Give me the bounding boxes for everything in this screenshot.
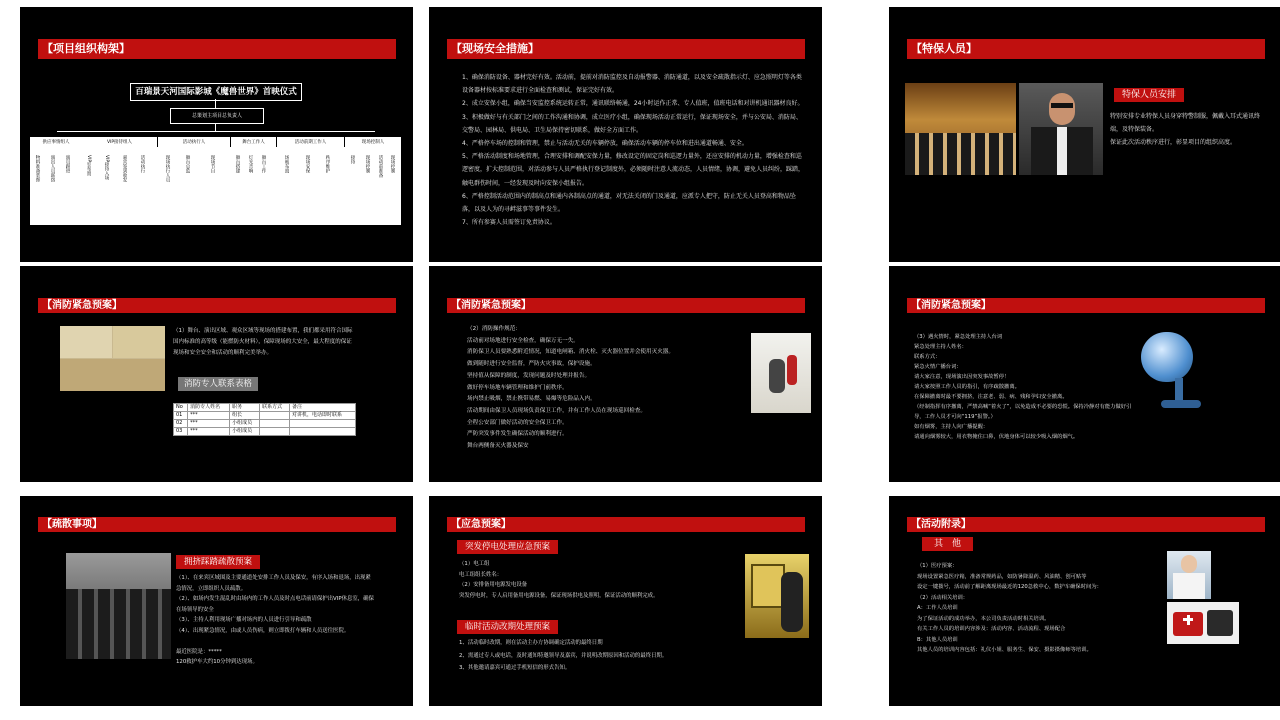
org-line (215, 123, 216, 131)
table-cell: 组长 (230, 412, 260, 420)
slide-title: 【应急预案】 (447, 517, 805, 532)
contact-table (173, 403, 356, 436)
extinguisher-body (769, 359, 785, 393)
org-cell: VIP室布置 (86, 155, 91, 176)
org-dept: 供应事情组人 (30, 137, 82, 147)
org-cell: 舞台总监 (185, 155, 190, 173)
slide-body-reschedule: 1、活动临时改期，则在活动主办方协调确定活动的最终日期 2、需通过专人或电话，及时通知特邀领导及嘉宾，并说明改期原因和活动的最终日期。 3、其他邀请嘉宾可通过手机短信的形式告知。 (459, 640, 668, 671)
slide-body: （1）、在来宾区域围及主要通道处安排工作人员及保安，有序入场和退场，出现紧急情况，立即组织人员疏散。 （2）、如场内发生混乱时由场内的工作人员及时点电话前请保护出VIP休息室，确保在场领导的安全 （3）、主持人利用现场广播对场内的人员进行引导和疏散 （4）、出现紧急情况，由或人员伤病，则立即拨打车辆和人员送往医院。 最近医院是：***** 120救护车大约10分钟到达现场。 (176, 575, 374, 665)
section-label-reschedule: 临时活动改期处理预案 (457, 620, 558, 634)
slide-special-security[interactable] (889, 7, 1280, 262)
table-header: 消防专人姓名 (188, 404, 230, 412)
table-cell: 对讲机，电话即时联系 (290, 412, 356, 420)
table-cell: 01 (174, 412, 188, 420)
table-header: 职务 (230, 404, 260, 412)
org-dept: 活动前期工作人 (277, 137, 344, 147)
slide-fire-emergency-1[interactable] (20, 266, 413, 482)
org-cell: 现场控制 (365, 155, 370, 173)
table-cell (260, 412, 290, 420)
table-cell: *** (188, 428, 230, 436)
slide-project-org[interactable] (20, 7, 413, 262)
table-cell: 小组成员 (230, 428, 260, 436)
table-cell: *** (188, 412, 230, 420)
slide-body: （1）舞台、演出区域、观众区域等现场的搭建布置，我们都采用符合国际国内标准的高等级（能燃防火材料），保障现场的大安全，最大程度的保证现场和安全安全和活动的顺利完美举办。 (173, 328, 353, 356)
org-cell: 现场控制 (390, 155, 395, 173)
slide-appendix[interactable] (889, 496, 1280, 706)
org-cell: 接待 (350, 155, 355, 164)
org-dept: 舞台工作人 (231, 137, 276, 147)
shirt (1057, 127, 1067, 175)
section-label-power: 突发停电处理应急预案 (457, 540, 558, 554)
doctor-photo (1167, 551, 1211, 599)
table-cell (290, 420, 356, 428)
org-line (57, 131, 375, 132)
org-cell: 活动执行 (140, 155, 145, 173)
slide-emergency-plan[interactable] (429, 496, 822, 706)
fire-material-photo (60, 326, 165, 391)
table-header: 联系方式 (260, 404, 290, 412)
org-cell: 现场安保 (305, 155, 310, 173)
table-header: 备注 (290, 404, 356, 412)
electrician-photo (745, 554, 809, 638)
coat (1173, 573, 1205, 599)
table-cell: 03 (174, 428, 188, 436)
microphone-photo (1133, 328, 1213, 414)
slide-fire-emergency-2[interactable] (429, 266, 822, 482)
slide-body: （3）遇火情时，紧急处理主持人台词 紧急处理主持人姓名： 联系方式： 紧急火情广播台词： 请大家注意，现场演出因突发事故暂停！ 请大家按照工作人员的指引，有序疏散撤离。 在保障撤离时最不要拥挤，注意老、弱、病、残和孕妇安全撤离。 （经制指挥有序撤离，严禁高喊“着火了”，以免造成不必要的恐慌。保持冷静对有能力做好引导，工作人员才可向“119”报警。） 如有烟雾，主持人向广播提醒： 请通向烟雾较大，用衣物掩住口鼻，伏地身体可以较少吸入烟的烟气。 (914, 334, 1132, 440)
slide-body: 1、确保消防设备、器材完好有效。活动前，提前对消防监控及自动报警器、消防通道，以及安全疏散指示灯、应急照明灯等各类设备器材按标准要求进行全面检查和测试，保证完好有效。 2、成立安保小组，确保当安监控系统运转正常，通讯联络畅通，24小时运作正常、专人值班，值班电话和对讲机通讯器材良好。 3、积极做好与有关部门之间的工作沟通和协调，成立医疗小组，确保现场活动正常运行，保证现场安全，并与公安局、消防局、交警局、园林局、供电局、卫生局保持密切联系，做好全方面工作。 4、严格停车场的控制和管理，禁止与活动无关的车辆停放，确保活动车辆的停车位和进出通道畅通、安全。 5、严格活动制度和场地管理，合理安排和调配安保力量，修改设定的固定岗和巡逻力量外，还应安排的机动力量，增强检查和巡逻密度，扩大控制范围，对活动参与人员严格执行登记制度外，必须随时注意人流动态，人员情绪，协调，避免人员纠纷，踩踏，触电群伤时间，一经发现及时向安保小组报告。 6、严格控制活动范围内的制高点和通内各制高点的通道，对无法关闭的门及通道，应派专人把守，防止无关人员登高和物品坠落，以及人为的寻衅滋事等事件发生。 7、所有参赛人员需签订免责协议。 (462, 74, 805, 227)
table-cell (290, 428, 356, 436)
section-label: 其 他 (922, 537, 973, 551)
cross-v (1187, 615, 1190, 625)
security-crowd-photo (905, 83, 1016, 175)
slide-title: 【消防紧急预案】 (447, 298, 805, 313)
org-cell: 场地布置 (284, 155, 289, 173)
org-cell: 演员跟进 (65, 155, 70, 173)
table-cell: 小组成员 (230, 420, 260, 428)
org-title: 百瑞景天河国际影城《魔兽世界》首映仪式 (130, 83, 302, 101)
org-line (215, 99, 216, 108)
slide-title: 【疏散事项】 (38, 517, 396, 532)
bodyguard-photo (1019, 83, 1103, 175)
org-cell: 演出人员联络 (50, 155, 55, 182)
tile (60, 359, 165, 391)
table-header: No (174, 404, 188, 412)
mic-base (1161, 400, 1201, 408)
face (1049, 93, 1075, 125)
table-header-row (174, 404, 356, 412)
first-aid-photo (1167, 602, 1239, 644)
org-cell: 嘉宾签到收发 (122, 155, 127, 182)
slide-fire-emergency-3[interactable] (889, 266, 1280, 482)
section-label: 拥挤踩踏疏散预案 (176, 555, 260, 569)
org-sub: 总策划主项目总负责人 (170, 108, 264, 124)
sunglasses (1051, 103, 1073, 108)
kit-dark (1207, 610, 1233, 636)
guards-row (905, 133, 1016, 175)
org-cell: 现场执行人员 (165, 155, 170, 182)
slide-body: （1）医疗预案： 现场设置紧急医疗箱，准备常规药品，如防暑降温药、风油精、创可贴等 设定一键拨号，活动前了解距离现场最近的120急救中心，数护车确保时间为： （2）活动相关培训： A：工作人员培训 为了保证活动的成功举办，本公司负责活动时相关培训。 有关工作人员的培训内容涉及：活动内容、活动流程、现场配合 B：其他人员培训 其他人员的培训内容包括：礼仪小姐、服务生、保安、摄影摄像师等培训。 (917, 563, 1102, 653)
slide-title: 【活动附录】 (907, 517, 1265, 532)
slide-evacuation[interactable] (20, 496, 413, 706)
panel (751, 564, 785, 608)
crowd-figures (66, 589, 171, 659)
crowd-photo (66, 553, 171, 659)
table-cell (260, 420, 290, 428)
slide-title: 【特保人员】 (907, 39, 1265, 59)
mic-head (1141, 332, 1193, 382)
slide-body-power: （1）电工组 电工组组长姓名： （2）安排备用电源发电设备 突发停电时，专人启用备用电源设备，保证现场供电及照明，保证活动的顺利完成。 (459, 561, 659, 599)
table-cell: 02 (174, 420, 188, 428)
fire-extinguisher-photo (751, 333, 811, 413)
org-cell: 现场节目 (210, 155, 215, 173)
worker (781, 572, 803, 632)
org-dept: 活动执行人 (158, 137, 230, 147)
org-cell: 舞台工作 (261, 155, 266, 173)
slide-body: 特别安排专业特保人员身穿特警制服，佩戴入耳式通讯终端，及特保装备。 保证此次活动秩序进行，彰显项目的组织高度。 (1110, 113, 1261, 146)
slide-site-safety[interactable] (429, 7, 822, 262)
slide-title: 【项目组织构架】 (38, 39, 396, 59)
table-cell: *** (188, 420, 230, 428)
org-cell: 活动前准备 (378, 155, 383, 178)
section-label: 消防专人联系表格 (178, 377, 258, 391)
org-dept: 现场控制人 (345, 137, 401, 147)
slide-title: 【消防紧急预案】 (907, 298, 1265, 313)
face (1181, 555, 1197, 573)
slide-title: 【消防紧急预案】 (38, 298, 396, 313)
org-cell: 舞台搭建 (235, 155, 240, 173)
slide-title: 【现场安全措施】 (447, 39, 805, 59)
extinguisher-small (787, 355, 797, 385)
org-cell: 秩序维护 (325, 155, 330, 173)
table-row (174, 428, 356, 436)
org-dept: VIP接待组人 (82, 137, 157, 147)
slide-body: （2）消防操作规范： 活动前对场地进行安全检查，确保万无一失。 消防保卫人员要熟悉附近情况，知道电闸箱、消火栓、灭火器位置并会使用灭火器。 做到随时进行安全监督，严防火灾事故，保护设施。 坚持值从保障的制度，发现问题及时处理并报告。 做好停车场地车辆管理和维护门前秩序。 场内禁止吸烟，禁止携带易燃、易爆等危险品入内。 活动期间由保卫人员现场负责保卫工作，并有工作人员在现场巡回检查。 全程公安部门做好活动的安全保卫工作。 严防突发事件发生确保活动的顺利进行。 舞台两侧备灭火器及保安 (467, 326, 674, 450)
table-cell (260, 428, 290, 436)
table-row (174, 420, 356, 428)
section-label: 特保人员安排 (1114, 88, 1184, 102)
mic-stand (1175, 378, 1183, 400)
org-cell: 物料准备装饰 (35, 155, 40, 182)
org-cell: 灯光音响 (248, 155, 253, 173)
tile (60, 326, 112, 358)
tile (113, 326, 165, 358)
table-row (174, 412, 356, 420)
org-cell: VIP接待入场 (104, 155, 109, 181)
